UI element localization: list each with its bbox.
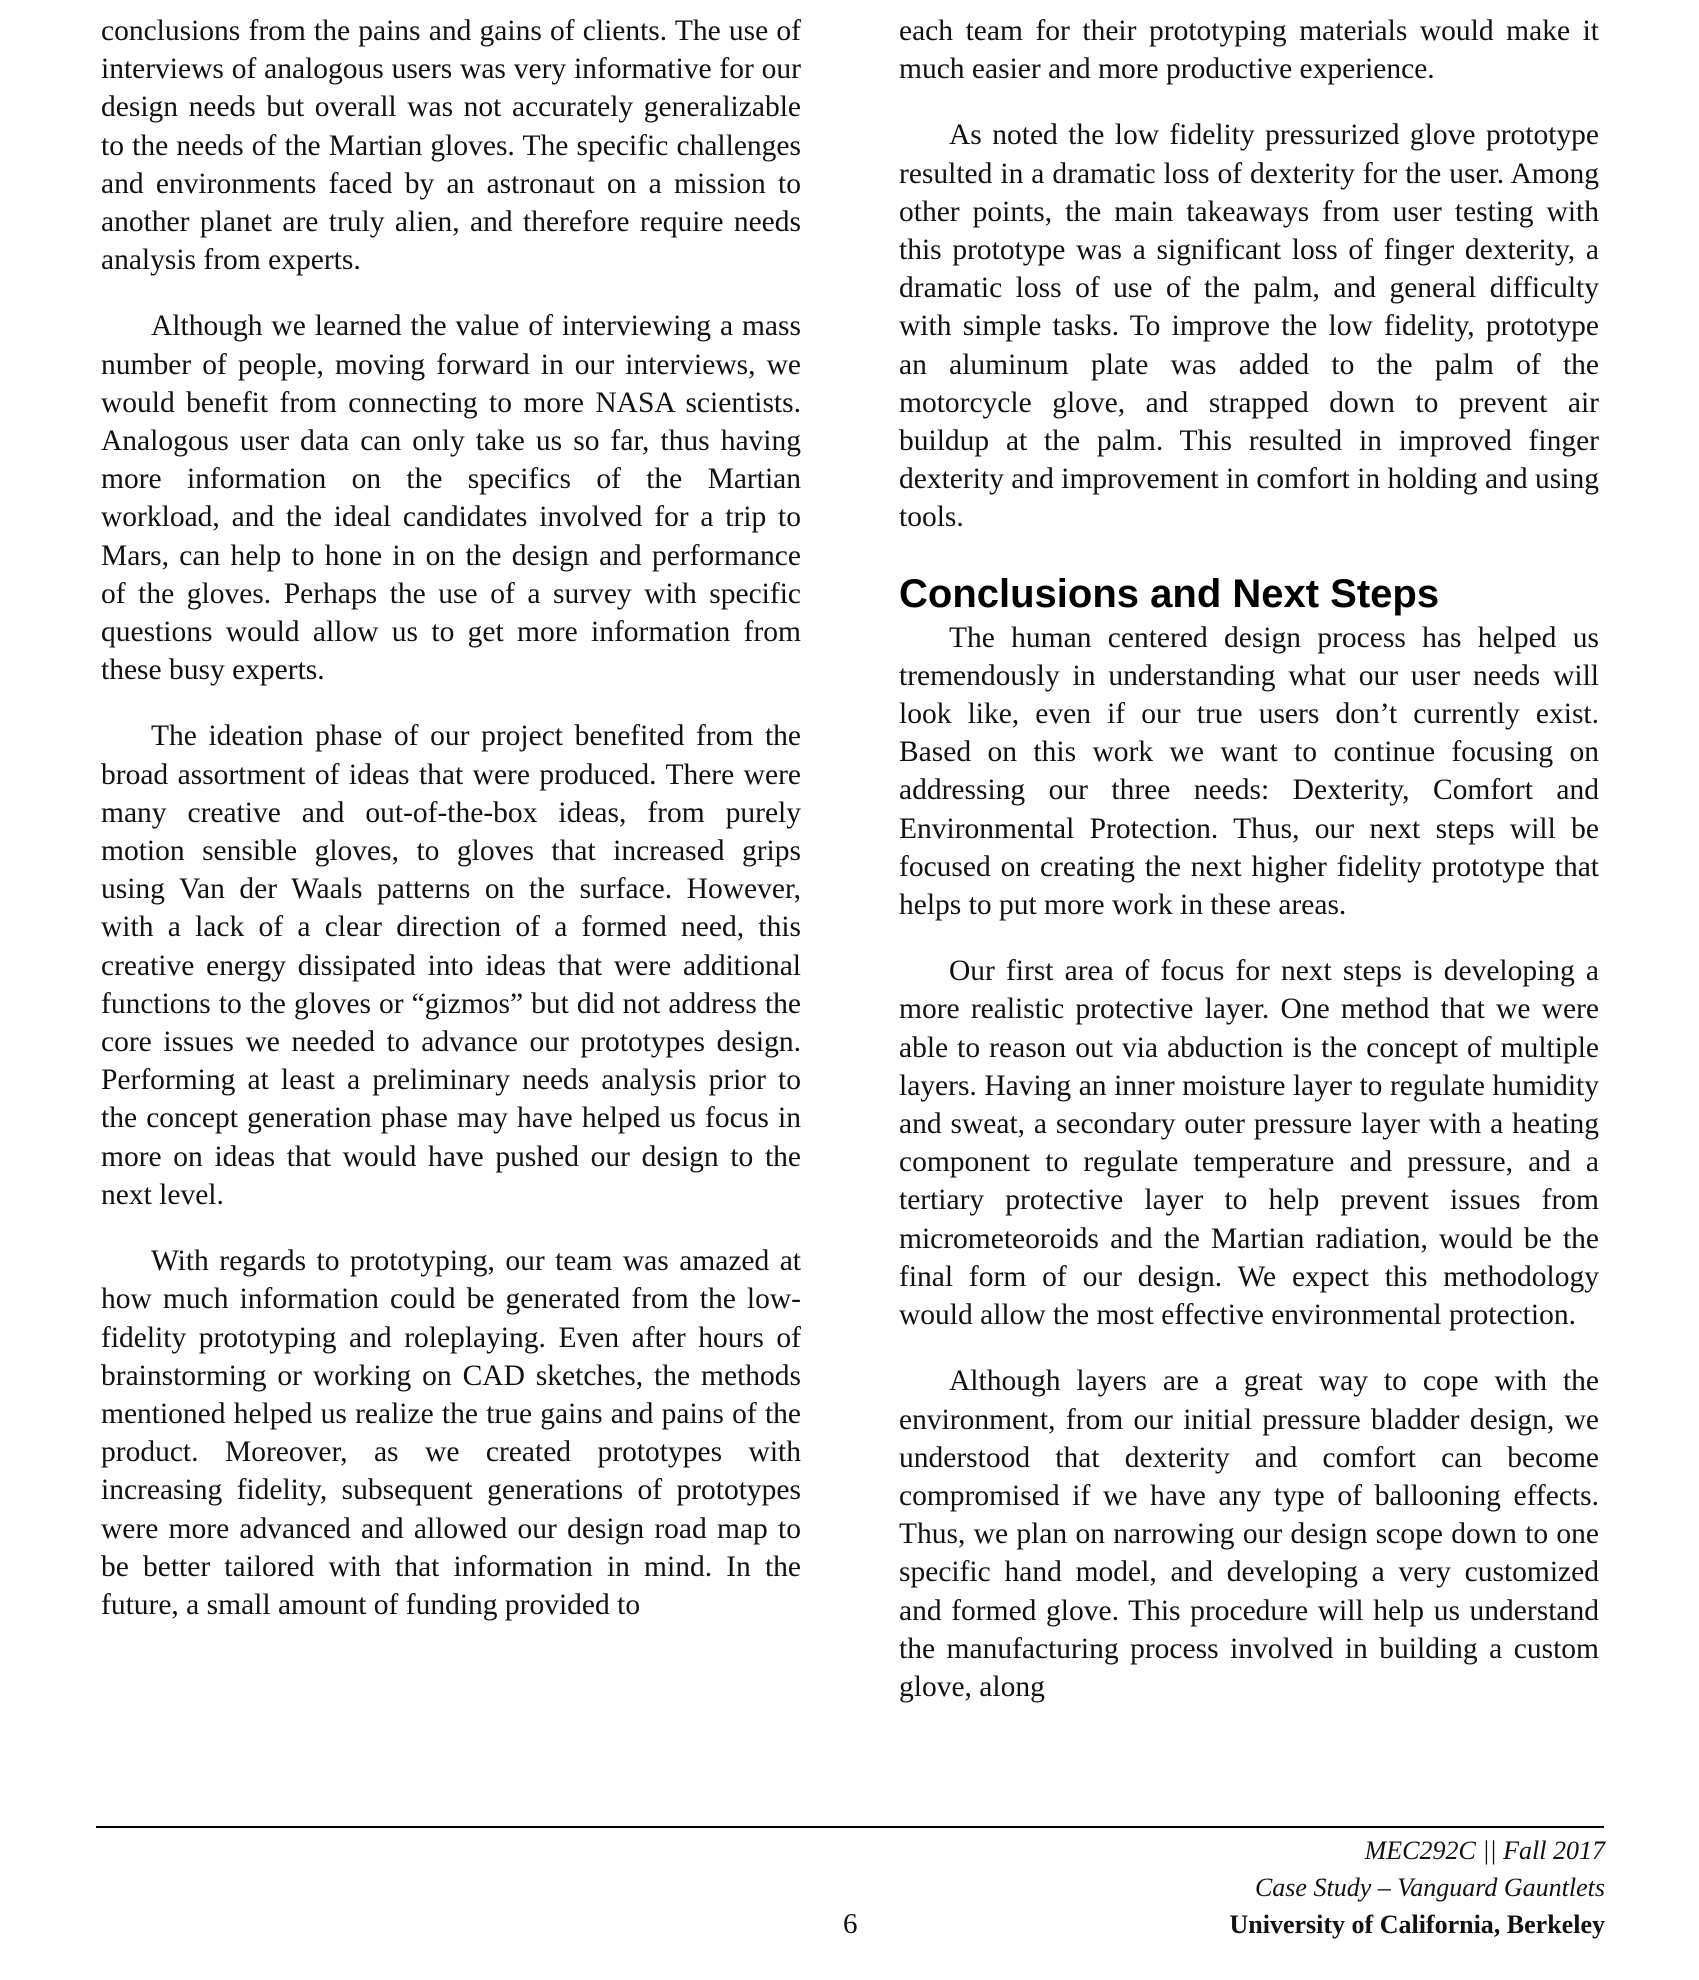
footer-info (1230, 1832, 1606, 1943)
section-heading: Conclusions and Next Steps (899, 571, 1440, 616)
body-paragraph: As noted the low fidelity pressurized glove prototype resulted in a dramatic loss of dexterity for the user. Among other points, the main takeaways from user testing with this prototype was a significant loss of finger dexterity, a dramatic loss of use of the palm, and general difficulty with simple tasks. To improve the low fidelity, prototype an aluminum plate was added to the palm of the motorcycle glove, and strapped down to prevent air buildup at the palm. This resulted in improved finger dexterity and improvement in comfort in holding and using tools. (899, 119, 1599, 534)
footer-course: MEC292C || Fall 2017 (1364, 1836, 1605, 1865)
left-column (101, 12, 801, 1652)
body-paragraph: The ideation phase of our project benefited from the broad assortment of ideas that were produced. There were many creative and out-of-the-box ideas, from purely motion sensible gloves, to gloves that increased grips using Van der Waals patterns on the surface. However, with a lack of a clear direction of a formed need, this creative energy dissipated into ideas that were additional functions to the gloves or “gizmos” but did not address the core issues we needed to advance our prototypes design. Performing at least a preliminary needs analysis prior to the concept generation phase may have helped us focus in more on ideas that would have pushed our design to the next level. (101, 720, 801, 1211)
body-paragraph: The human centered design process has helped us tremendously in understanding what our user needs will look like, even if our true users don’t currently exist. Based on this work we want to continue focusing on addressing our three needs: Dexterity, Comfort and Environmental Protection. Thus, our next steps will be focused on creating the next higher fidelity prototype that helps to put more work in these areas. (899, 621, 1599, 922)
footer-case-study: Case Study – Vanguard Gauntlets (1254, 1873, 1605, 1902)
body-paragraph: conclusions from the pains and gains of clients. The use of interviews of analogous users was very informative for our design needs but overall was not accurately generalizable to the needs of the Martian gloves. The specific challenges and environments faced by an astronaut on a mission to another planet are truly alien, and therefore require needs analysis from experts. (101, 15, 801, 277)
footer-divider (96, 1826, 1604, 1828)
body-paragraph: each team for their prototyping materials would make it much easier and more productive experience. (899, 15, 1599, 86)
body-paragraph: Our first area of focus for next steps is developing a more realistic protective layer. One method that we were able to reason out via abduction is the concept of multiple layers. Having an inner moisture layer to regulate humidity and sweat, a secondary outer pressure layer with a heating component to regulate temperature and pressure, and a tertiary protective layer to help prevent issues from micrometeoroids and the Martian radiation, would be the final form of our design. We expect this methodology would allow the most effective environmental protection. (899, 955, 1599, 1332)
body-paragraph: With regards to prototyping, our team was amazed at how much information could be generated from the low-fidelity prototyping and roleplaying. Even after hours of brainstorming or working on CAD sketches, the methods mentioned helped us realize the true gains and pains of the product. Moreover, as we created prototypes with increasing fidelity, subsequent generations of prototypes were more advanced and allowed our design road map to be better tailored with that information in mind. In the future, a small amount of funding provided to (101, 1245, 801, 1621)
right-column (899, 12, 1599, 1734)
body-paragraph: Although we learned the value of interviewing a mass number of people, moving forward in our interviews, we would benefit from connecting to more NASA scientists. Analogous user data can only take us so far, thus having more information on the specifics of the Martian workload, and the ideal candidates involved for a trip to Mars, can help to hone in on the design and performance of the gloves. Perhaps the use of a survey with specific questions would allow us to get more information from these busy experts. (101, 310, 801, 687)
body-paragraph: Although layers are a great way to cope with the environment, from our initial pressure bladder design, we understood that dexterity and comfort can become compromised if we have any type of ballooning effects. Thus, we plan on narrowing our design scope down to one specific hand model, and developing a very customized and formed glove. This procedure will help us understand the manufacturing process involved in building a custom glove, along (899, 1365, 1599, 1703)
page-number: 6 (843, 1908, 858, 1940)
footer-university: University of California, Berkeley (1229, 1910, 1605, 1939)
